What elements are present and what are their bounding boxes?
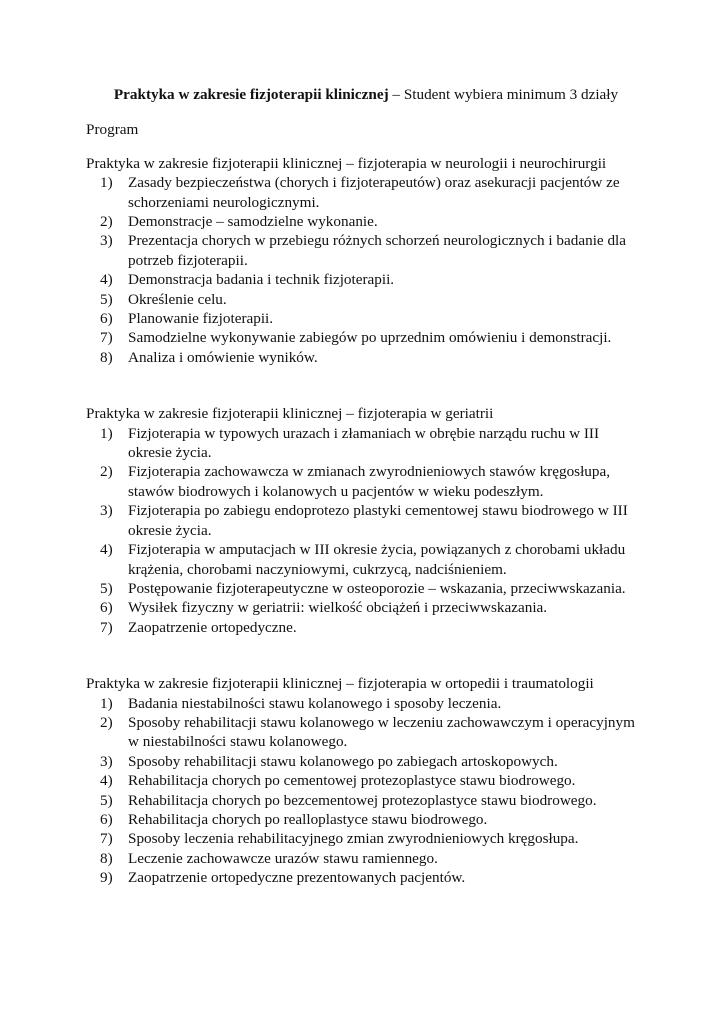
- section-neurology: [86, 154, 646, 367]
- list-item-number: 4): [100, 772, 113, 790]
- list-item-text: Fizjoterapia w typowych urazach i złamaniach w obrębie narządu ruchu w III okresie życia.: [128, 424, 600, 462]
- list-item-text: Rehabilitacja chorych po realloplastyce stawu biodrowego.: [128, 810, 488, 828]
- list-item: [86, 752, 646, 771]
- list-item-number: 9): [100, 869, 113, 887]
- list-item-number: 7): [100, 618, 113, 636]
- list-item: [86, 598, 646, 617]
- list-item-number: 8): [100, 849, 113, 867]
- list-item: [86, 618, 646, 637]
- list-item-text: Samodzielne wykonywanie zabiegów po uprzednim omówieniu i demonstracji.: [128, 329, 612, 347]
- list-item-number: 2): [100, 713, 113, 731]
- list-item-text: Zaopatrzenie ortopedyczne.: [128, 618, 297, 636]
- list-item-text: Zaopatrzenie ortopedyczne prezentowanych pacjentów.: [128, 869, 466, 887]
- list-item-number: 6): [100, 810, 113, 828]
- list-item-number: 6): [100, 310, 113, 328]
- list-item: [86, 810, 646, 829]
- list-item-text: Sposoby rehabilitacji stawu kolanowego w leczeniu zachowawczym i operacyjnym w niestabilności stawu kolanowego.: [128, 713, 635, 751]
- list-item-text: Określenie celu.: [128, 290, 227, 308]
- list-item: [86, 348, 646, 367]
- list-item-text: Analiza i omówienie wyników.: [128, 348, 318, 366]
- list-item-text: Sposoby leczenia rehabilitacyjnego zmian zwyrodnieniowych kręgosłupa.: [128, 830, 579, 848]
- section-item-list: [86, 424, 646, 637]
- list-item: [86, 713, 646, 752]
- list-item-number: 2): [100, 213, 113, 231]
- list-item: [86, 290, 646, 309]
- list-item-number: 2): [100, 463, 113, 481]
- document-title-rest: – Student wybiera minimum 3 działy: [388, 86, 619, 103]
- program-label: Program: [86, 121, 139, 139]
- list-item: [86, 462, 646, 501]
- list-item-text: Prezentacja chorych w przebiegu różnych schorzeń neurologicznych i badanie dla potrzeb fizjoterapii.: [128, 232, 627, 269]
- list-item-number: 7): [100, 830, 113, 848]
- list-item-text: Zasady bezpieczeństwa (chorych i fizjoterapeutów) oraz asekuracji pacjentów ze schorzeniami neurologicznymi.: [128, 174, 620, 211]
- list-item: [86, 270, 646, 289]
- list-item-number: 5): [100, 290, 113, 308]
- list-item-text: Postępowanie fizjoterapeutyczne w osteoporozie – wskazania, przeciwwskazania.: [128, 579, 626, 597]
- list-item-number: 5): [100, 579, 113, 597]
- list-item-text: Leczenie zachowawcze urazów stawu ramiennego.: [128, 849, 438, 867]
- list-item-text: Rehabilitacja chorych po bezcementowej protezoplastyce stawu biodrowego.: [128, 791, 597, 809]
- section-orthopedics: [86, 674, 646, 887]
- list-item-number: 4): [100, 271, 113, 289]
- list-item: [86, 173, 646, 212]
- list-item: [86, 771, 646, 790]
- list-item-number: 3): [100, 752, 113, 770]
- list-item: [86, 694, 646, 713]
- list-item: [86, 501, 646, 540]
- list-item: [86, 212, 646, 231]
- section-heading: Praktyka w zakresie fizjoterapii klinicznej – fizjoterapia w geriatrii: [86, 405, 494, 423]
- list-item-text: Badania niestabilności stawu kolanowego i sposoby leczenia.: [128, 694, 502, 712]
- list-item: [86, 424, 646, 463]
- list-item-number: 8): [100, 348, 113, 366]
- list-item-number: 7): [100, 329, 113, 347]
- list-item: [86, 791, 646, 810]
- list-item-text: Wysiłek fizyczny w geriatrii: wielkość obciążeń i przeciwwskazania.: [128, 599, 548, 617]
- list-item-number: 4): [100, 541, 113, 559]
- list-item: [86, 231, 646, 270]
- list-item-text: Sposoby rehabilitacji stawu kolanowego po zabiegach artoskopowych.: [128, 752, 558, 770]
- section-item-list: [86, 173, 646, 367]
- list-item-text: Rehabilitacja chorych po cementowej protezoplastyce stawu biodrowego.: [128, 772, 576, 790]
- list-item-number: 6): [100, 599, 113, 617]
- document-title-bold: Praktyka w zakresie fizjoterapii klinicznej: [113, 86, 389, 103]
- list-item: [86, 849, 646, 868]
- list-item: [86, 579, 646, 598]
- list-item-text: Fizjoterapia w amputacjach w III okresie życia, powiązanych z chorobami układu krążenia, chorobami naczyniowymi, cukrzycą, nadciśnieniem.: [128, 541, 626, 578]
- list-item: [86, 829, 646, 848]
- list-item: [86, 540, 646, 579]
- list-item-number: 1): [100, 174, 113, 192]
- section-item-list: [86, 694, 646, 888]
- list-item-text: Fizjoterapia po zabiegu endoprotezo plastyki cementowej stawu biodrowego w III okresie życia.: [128, 502, 628, 539]
- list-item-number: 3): [100, 502, 113, 520]
- list-item: [86, 309, 646, 328]
- section-heading: Praktyka w zakresie fizjoterapii klinicznej – fizjoterapia w neurologii i neurochirurgii: [86, 154, 607, 172]
- list-item-text: Demonstracja badania i technik fizjoterapii.: [128, 271, 395, 289]
- section-heading: Praktyka w zakresie fizjoterapii klinicznej – fizjoterapia w ortopedii i traumatologii: [86, 675, 594, 693]
- list-item: [86, 868, 646, 887]
- list-item-number: 5): [100, 791, 113, 809]
- list-item-text: Demonstracje – samodzielne wykonanie.: [128, 213, 378, 231]
- list-item-number: 1): [100, 694, 113, 712]
- list-item-number: 1): [100, 424, 113, 442]
- list-item-text: Planowanie fizjoterapii.: [128, 310, 274, 328]
- list-item-number: 3): [100, 232, 113, 250]
- section-geriatrics: [86, 404, 646, 637]
- document-title: [86, 85, 646, 104]
- document-page: [86, 85, 646, 888]
- list-item-text: Fizjoterapia zachowawcza w zmianach zwyrodnieniowych stawów kręgosłupa, stawów biodrowych i kolanowych u pacjentów w wieku podeszłym.: [128, 463, 611, 500]
- list-item: [86, 328, 646, 347]
